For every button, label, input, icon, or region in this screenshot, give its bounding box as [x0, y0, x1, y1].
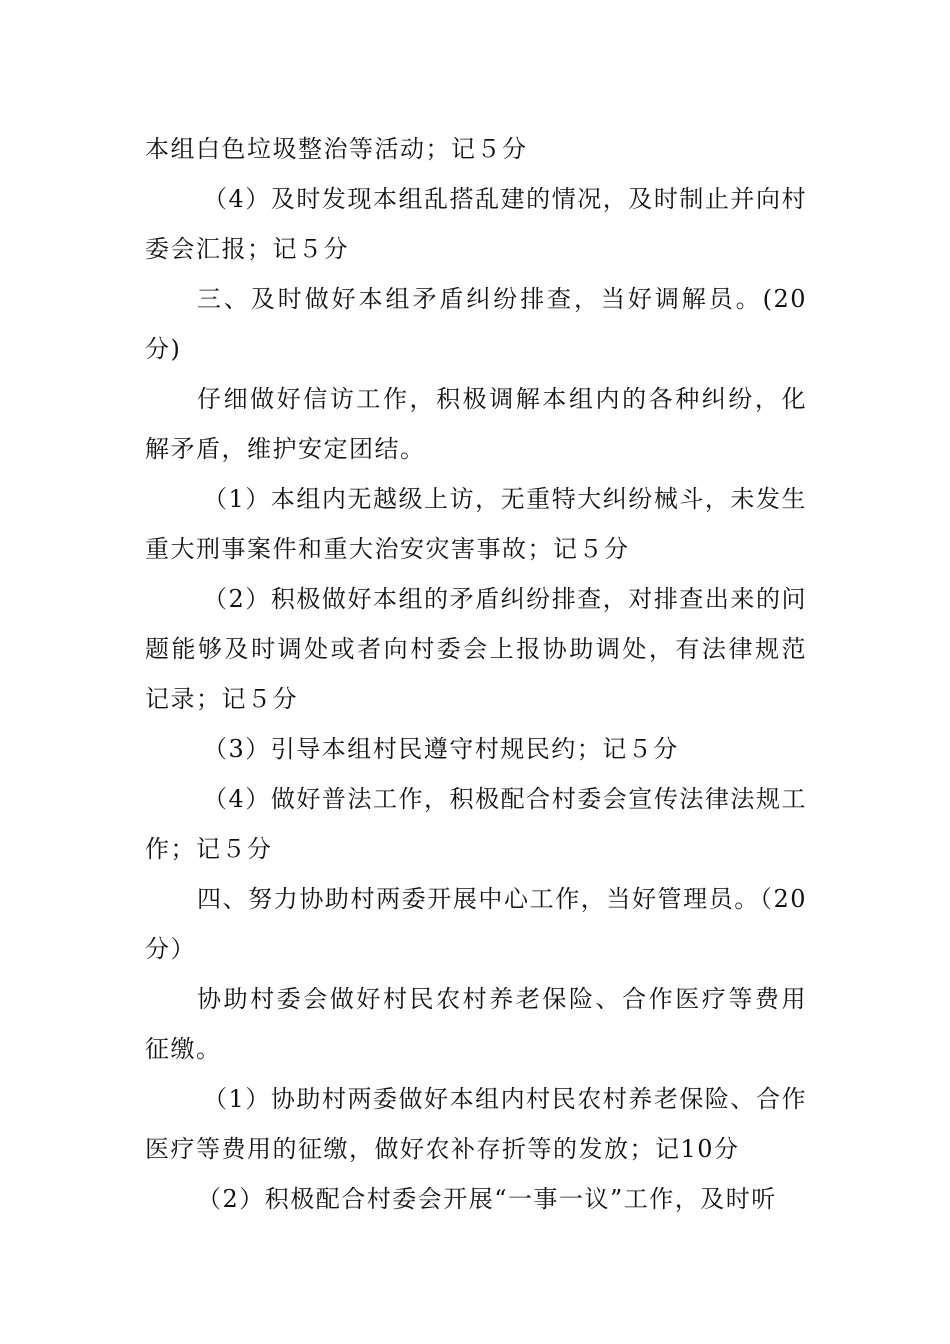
paragraph-section-3-intro: 仔细做好信访工作，积极调解本组内的各种纠纷，化解矛盾，维护安定团结。: [145, 385, 807, 463]
section-heading-4: 四、努力协助村两委开展中心工作，当好管理员。（20分）: [145, 885, 807, 963]
paragraph-item-3: （3）引导本组村民遵守村规民约；记５分: [203, 735, 679, 763]
paragraph-item-2b: （2）积极配合村委会开展“一事一议”工作，及时听: [197, 1185, 777, 1213]
section-heading-3: 三、及时做好本组矛盾纠纷排查，当好调解员。(20分): [145, 285, 807, 363]
paragraph-item-2: （2）积极做好本组的矛盾纠纷排查，对排查出来的问题能够及时调处或者向村委会上报协助调处，有法律规范记录；记５分: [145, 585, 807, 713]
paragraph-item-1b: （1）协助村两委做好本组内村民农村养老保险、合作医疗等费用的征缴，做好农补存折等的发放；记10分: [145, 1085, 807, 1163]
paragraph-section-4-intro: 协助村委会做好村民农村养老保险、合作医疗等费用征缴。: [145, 985, 807, 1063]
paragraph-item-4: （4）及时发现本组乱搭乱建的情况，及时制止并向村委会汇报；记５分: [145, 185, 807, 263]
paragraph-item-4b: （4）做好普法工作，积极配合村委会宣传法律法规工作；记５分: [145, 785, 807, 863]
paragraph-continuation: 本组白色垃圾整治等活动；记５分: [145, 135, 528, 163]
paragraph-item-1: （1）本组内无越级上访，无重特大纠纷械斗，未发生重大刑事案件和重大治安灾害事故；记５分: [145, 485, 807, 563]
document-body: [145, 124, 807, 1224]
